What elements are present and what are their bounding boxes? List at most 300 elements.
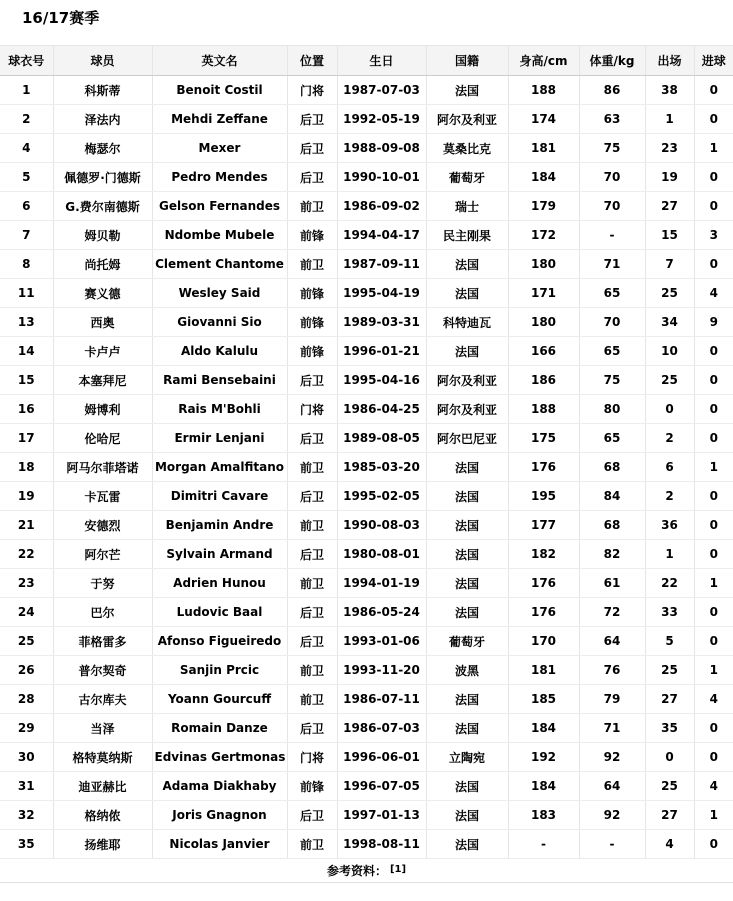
table-cell: 61: [579, 569, 645, 598]
table-cell: 法国: [426, 714, 508, 743]
table-cell: 25: [645, 656, 694, 685]
table-cell: Sylvain Armand: [152, 540, 287, 569]
table-cell: 葡萄牙: [426, 627, 508, 656]
table-cell: 后卫: [287, 714, 337, 743]
table-cell: 19: [645, 163, 694, 192]
table-row: [0, 337, 733, 366]
table-cell: 180: [508, 250, 579, 279]
table-cell: 前锋: [287, 772, 337, 801]
table-cell: 赛义德: [53, 279, 152, 308]
table-cell: 22: [645, 569, 694, 598]
table-cell: 安德烈: [53, 511, 152, 540]
table-cell: 巴尔: [53, 598, 152, 627]
table-cell: 前卫: [287, 830, 337, 859]
table-cell: Mexer: [152, 134, 287, 163]
table-cell: 10: [645, 337, 694, 366]
table-cell: 后卫: [287, 366, 337, 395]
table-cell: 185: [508, 685, 579, 714]
table-cell: 莫桑比克: [426, 134, 508, 163]
table-cell: 瑞士: [426, 192, 508, 221]
table-cell: 1: [694, 656, 733, 685]
column-header: 出场: [645, 46, 694, 76]
table-row: [0, 627, 733, 656]
table-cell: 1996-06-01: [337, 743, 426, 772]
table-cell: 181: [508, 134, 579, 163]
table-cell: 31: [0, 772, 53, 801]
table-row: [0, 308, 733, 337]
table-cell: 176: [508, 598, 579, 627]
table-cell: 后卫: [287, 134, 337, 163]
table-cell: 立陶宛: [426, 743, 508, 772]
table-cell: 15: [0, 366, 53, 395]
table-cell: Clement Chantome: [152, 250, 287, 279]
table-cell: 0: [694, 830, 733, 859]
table-cell: 后卫: [287, 424, 337, 453]
table-cell: 1989-08-05: [337, 424, 426, 453]
table-cell: 1995-04-16: [337, 366, 426, 395]
table-cell: 法国: [426, 279, 508, 308]
table-cell: 0: [694, 105, 733, 134]
table-cell: 法国: [426, 772, 508, 801]
table-cell: 后卫: [287, 627, 337, 656]
table-cell: 174: [508, 105, 579, 134]
table-row: [0, 714, 733, 743]
column-header: 身高/cm: [508, 46, 579, 76]
table-cell: 33: [645, 598, 694, 627]
table-cell: Sanjin Prcic: [152, 656, 287, 685]
table-cell: -: [579, 221, 645, 250]
table-cell: 84: [579, 482, 645, 511]
table-cell: 38: [645, 76, 694, 105]
table-cell: 葡萄牙: [426, 163, 508, 192]
table-cell: 4: [694, 279, 733, 308]
table-cell: Romain Danze: [152, 714, 287, 743]
table-cell: 75: [579, 366, 645, 395]
table-cell: 17: [0, 424, 53, 453]
table-cell: 1990-10-01: [337, 163, 426, 192]
table-cell: 1985-03-20: [337, 453, 426, 482]
table-cell: 70: [579, 163, 645, 192]
column-header: 球员: [53, 46, 152, 76]
table-cell: Joris Gnagnon: [152, 801, 287, 830]
table-cell: 1989-03-31: [337, 308, 426, 337]
table-cell: 34: [645, 308, 694, 337]
table-cell: 阿尔及利亚: [426, 366, 508, 395]
column-header: 进球: [694, 46, 733, 76]
table-cell: 6: [0, 192, 53, 221]
table-cell: 4: [694, 685, 733, 714]
table-cell: 92: [579, 743, 645, 772]
table-cell: 1993-11-20: [337, 656, 426, 685]
table-cell: 195: [508, 482, 579, 511]
table-cell: Benjamin Andre: [152, 511, 287, 540]
table-cell: 4: [645, 830, 694, 859]
table-row: [0, 482, 733, 511]
table-cell: 22: [0, 540, 53, 569]
table-cell: 卡卢卢: [53, 337, 152, 366]
table-cell: Morgan Amalfitano: [152, 453, 287, 482]
table-cell: 172: [508, 221, 579, 250]
table-cell: 184: [508, 163, 579, 192]
table-cell: 71: [579, 714, 645, 743]
table-row: [0, 598, 733, 627]
table-cell: 183: [508, 801, 579, 830]
table-cell: 170: [508, 627, 579, 656]
table-cell: 27: [645, 685, 694, 714]
table-cell: Benoit Costil: [152, 76, 287, 105]
table-cell: 65: [579, 279, 645, 308]
table-cell: 1995-04-19: [337, 279, 426, 308]
table-cell: 1994-01-19: [337, 569, 426, 598]
table-cell: 古尔库夫: [53, 685, 152, 714]
table-cell: Ermir Lenjani: [152, 424, 287, 453]
table-cell: 法国: [426, 482, 508, 511]
table-cell: 72: [579, 598, 645, 627]
table-cell: 171: [508, 279, 579, 308]
table-cell: 166: [508, 337, 579, 366]
table-cell: 法国: [426, 830, 508, 859]
table-cell: 前锋: [287, 337, 337, 366]
table-cell: 后卫: [287, 163, 337, 192]
table-cell: -: [579, 830, 645, 859]
table-cell: 前卫: [287, 656, 337, 685]
table-cell: 70: [579, 308, 645, 337]
table-cell: 门将: [287, 743, 337, 772]
table-cell: 7: [645, 250, 694, 279]
table-cell: 1: [645, 105, 694, 134]
table-cell: 1987-07-03: [337, 76, 426, 105]
table-cell: 176: [508, 569, 579, 598]
table-cell: 0: [645, 395, 694, 424]
table-cell: 7: [0, 221, 53, 250]
table-cell: 扬维耶: [53, 830, 152, 859]
table-cell: 184: [508, 714, 579, 743]
table-cell: 27: [645, 192, 694, 221]
table-cell: 64: [579, 772, 645, 801]
table-cell: 1986-04-25: [337, 395, 426, 424]
table-cell: 23: [0, 569, 53, 598]
table-cell: 80: [579, 395, 645, 424]
table-cell: Gelson Fernandes: [152, 192, 287, 221]
table-cell: 阿尔及利亚: [426, 105, 508, 134]
table-cell: 63: [579, 105, 645, 134]
table-cell: 0: [694, 714, 733, 743]
table-cell: 前卫: [287, 511, 337, 540]
table-row: [0, 163, 733, 192]
table-cell: Edvinas Gertmonas: [152, 743, 287, 772]
table-cell: 1995-02-05: [337, 482, 426, 511]
table-cell: Dimitri Cavare: [152, 482, 287, 511]
table-cell: 1994-04-17: [337, 221, 426, 250]
table-cell: 姆贝勒: [53, 221, 152, 250]
table-row: [0, 569, 733, 598]
table-cell: 2: [0, 105, 53, 134]
table-row: [0, 424, 733, 453]
table-cell: 阿马尔菲塔诺: [53, 453, 152, 482]
table-cell: 普尔契奇: [53, 656, 152, 685]
table-cell: 177: [508, 511, 579, 540]
table-cell: Nicolas Janvier: [152, 830, 287, 859]
table-cell: 门将: [287, 76, 337, 105]
table-cell: 后卫: [287, 598, 337, 627]
table-cell: G.费尔南德斯: [53, 192, 152, 221]
table-cell: 法国: [426, 801, 508, 830]
table-cell: 法国: [426, 250, 508, 279]
table-cell: 0: [694, 192, 733, 221]
table-cell: 1998-08-11: [337, 830, 426, 859]
column-header: 位置: [287, 46, 337, 76]
table-header-row: [0, 46, 733, 76]
table-cell: 0: [694, 511, 733, 540]
table-cell: 1986-05-24: [337, 598, 426, 627]
table-cell: 1993-01-06: [337, 627, 426, 656]
table-cell: 1987-09-11: [337, 250, 426, 279]
table-cell: 0: [694, 627, 733, 656]
table-cell: 1996-01-21: [337, 337, 426, 366]
table-row: [0, 250, 733, 279]
roster-table: [0, 45, 733, 859]
table-cell: 35: [645, 714, 694, 743]
table-cell: 格纳侬: [53, 801, 152, 830]
table-cell: 0: [694, 540, 733, 569]
table-cell: 0: [694, 482, 733, 511]
table-row: [0, 743, 733, 772]
table-cell: 5: [645, 627, 694, 656]
table-cell: -: [508, 830, 579, 859]
table-cell: 18: [0, 453, 53, 482]
table-cell: 68: [579, 511, 645, 540]
table-cell: 184: [508, 772, 579, 801]
table-row: [0, 192, 733, 221]
table-cell: 科斯蒂: [53, 76, 152, 105]
table-row: [0, 105, 733, 134]
table-cell: 186: [508, 366, 579, 395]
column-header: 体重/kg: [579, 46, 645, 76]
table-cell: 75: [579, 134, 645, 163]
table-cell: 180: [508, 308, 579, 337]
table-cell: 25: [645, 366, 694, 395]
table-cell: 181: [508, 656, 579, 685]
table-cell: 1: [694, 801, 733, 830]
table-cell: Yoann Gourcuff: [152, 685, 287, 714]
table-cell: 1988-09-08: [337, 134, 426, 163]
table-cell: 法国: [426, 76, 508, 105]
table-cell: 0: [694, 598, 733, 627]
table-row: [0, 76, 733, 105]
table-row: [0, 279, 733, 308]
table-cell: 16: [0, 395, 53, 424]
table-cell: 3: [694, 221, 733, 250]
table-cell: 25: [0, 627, 53, 656]
table-cell: 82: [579, 540, 645, 569]
table-cell: 波黑: [426, 656, 508, 685]
table-cell: 1990-08-03: [337, 511, 426, 540]
table-cell: 2: [645, 482, 694, 511]
table-cell: 21: [0, 511, 53, 540]
table-cell: 格特莫纳斯: [53, 743, 152, 772]
table-cell: Wesley Said: [152, 279, 287, 308]
reference-label: 参考资料：: [326, 864, 387, 878]
table-cell: 后卫: [287, 540, 337, 569]
reference-link[interactable]: [1]: [389, 864, 407, 875]
table-cell: 19: [0, 482, 53, 511]
table-cell: 0: [694, 250, 733, 279]
table-cell: 梅瑟尔: [53, 134, 152, 163]
table-cell: 35: [0, 830, 53, 859]
table-cell: 前锋: [287, 308, 337, 337]
table-cell: Pedro Mendes: [152, 163, 287, 192]
table-cell: 13: [0, 308, 53, 337]
table-cell: 176: [508, 453, 579, 482]
table-cell: 前卫: [287, 250, 337, 279]
page-title: 16/17赛季: [22, 9, 100, 27]
table-cell: Ndombe Mubele: [152, 221, 287, 250]
table-cell: 法国: [426, 569, 508, 598]
table-cell: 24: [0, 598, 53, 627]
table-cell: 0: [694, 743, 733, 772]
table-cell: Rami Bensebaini: [152, 366, 287, 395]
table-cell: 0: [694, 395, 733, 424]
column-header: 球衣号: [0, 46, 53, 76]
table-cell: 68: [579, 453, 645, 482]
table-cell: 175: [508, 424, 579, 453]
table-cell: 法国: [426, 337, 508, 366]
table-row: [0, 134, 733, 163]
reference-row: [0, 859, 733, 882]
table-cell: 1986-07-11: [337, 685, 426, 714]
table-cell: 4: [694, 772, 733, 801]
table-cell: 6: [645, 453, 694, 482]
table-cell: 阿尔芒: [53, 540, 152, 569]
table-cell: 科特迪瓦: [426, 308, 508, 337]
table-row: [0, 830, 733, 859]
table-cell: 佩德罗·门德斯: [53, 163, 152, 192]
table-cell: 1: [645, 540, 694, 569]
table-cell: 5: [0, 163, 53, 192]
table-cell: 1980-08-01: [337, 540, 426, 569]
table-cell: 9: [694, 308, 733, 337]
table-cell: 11: [0, 279, 53, 308]
table-cell: 门将: [287, 395, 337, 424]
table-cell: 71: [579, 250, 645, 279]
table-cell: 当泽: [53, 714, 152, 743]
table-cell: 本塞拜尼: [53, 366, 152, 395]
table-cell: 0: [645, 743, 694, 772]
table-cell: Adrien Hunou: [152, 569, 287, 598]
table-cell: 79: [579, 685, 645, 714]
table-cell: 前锋: [287, 279, 337, 308]
table-cell: 法国: [426, 540, 508, 569]
table-cell: 4: [0, 134, 53, 163]
table-cell: 后卫: [287, 482, 337, 511]
table-cell: Mehdi Zeffane: [152, 105, 287, 134]
table-cell: 后卫: [287, 105, 337, 134]
table-cell: 法国: [426, 511, 508, 540]
table-cell: Rais M'Bohli: [152, 395, 287, 424]
table-cell: 法国: [426, 453, 508, 482]
table-cell: 28: [0, 685, 53, 714]
table-cell: 后卫: [287, 801, 337, 830]
table-cell: 2: [645, 424, 694, 453]
table-cell: 0: [694, 366, 733, 395]
table-cell: 法国: [426, 598, 508, 627]
table-cell: 于努: [53, 569, 152, 598]
table-cell: 188: [508, 76, 579, 105]
table-cell: 泽法内: [53, 105, 152, 134]
table-row: [0, 511, 733, 540]
table-cell: 1986-09-02: [337, 192, 426, 221]
table-row: [0, 540, 733, 569]
table-cell: 阿尔巴尼亚: [426, 424, 508, 453]
table-cell: 1986-07-03: [337, 714, 426, 743]
table-cell: 30: [0, 743, 53, 772]
table-cell: 阿尔及利亚: [426, 395, 508, 424]
table-cell: 前卫: [287, 453, 337, 482]
table-cell: Afonso Figueiredo: [152, 627, 287, 656]
table-cell: 1: [694, 453, 733, 482]
table-cell: Giovanni Sio: [152, 308, 287, 337]
table-row: [0, 453, 733, 482]
table-cell: 1: [0, 76, 53, 105]
table-cell: Adama Diakhaby: [152, 772, 287, 801]
table-cell: 伦哈尼: [53, 424, 152, 453]
table-cell: 32: [0, 801, 53, 830]
table-cell: 前卫: [287, 192, 337, 221]
table-cell: 1996-07-05: [337, 772, 426, 801]
table-cell: 菲格雷多: [53, 627, 152, 656]
table-cell: 27: [645, 801, 694, 830]
table-cell: 25: [645, 279, 694, 308]
table-cell: 0: [694, 424, 733, 453]
table-row: [0, 772, 733, 801]
table-cell: 179: [508, 192, 579, 221]
table-row: [0, 366, 733, 395]
table-cell: 36: [645, 511, 694, 540]
table-cell: 64: [579, 627, 645, 656]
table-cell: 1: [694, 134, 733, 163]
table-cell: 0: [694, 163, 733, 192]
table-cell: 前锋: [287, 221, 337, 250]
table-cell: 86: [579, 76, 645, 105]
table-cell: 70: [579, 192, 645, 221]
table-row: [0, 656, 733, 685]
table-cell: 14: [0, 337, 53, 366]
column-header: 生日: [337, 46, 426, 76]
table-cell: 前卫: [287, 685, 337, 714]
table-cell: 0: [694, 76, 733, 105]
table-cell: 29: [0, 714, 53, 743]
table-cell: 1997-01-13: [337, 801, 426, 830]
table-cell: 92: [579, 801, 645, 830]
table-cell: 23: [645, 134, 694, 163]
table-cell: 1: [694, 569, 733, 598]
table-row: [0, 685, 733, 714]
table-cell: Aldo Kalulu: [152, 337, 287, 366]
table-cell: 前卫: [287, 569, 337, 598]
table-cell: 65: [579, 424, 645, 453]
bottom-divider: [0, 882, 733, 901]
table-cell: 0: [694, 337, 733, 366]
table-cell: 姆博利: [53, 395, 152, 424]
table-cell: 188: [508, 395, 579, 424]
table-cell: 15: [645, 221, 694, 250]
table-cell: 76: [579, 656, 645, 685]
table-cell: 民主刚果: [426, 221, 508, 250]
table-cell: 65: [579, 337, 645, 366]
table-cell: Ludovic Baal: [152, 598, 287, 627]
table-row: [0, 395, 733, 424]
table-cell: 尚托姆: [53, 250, 152, 279]
